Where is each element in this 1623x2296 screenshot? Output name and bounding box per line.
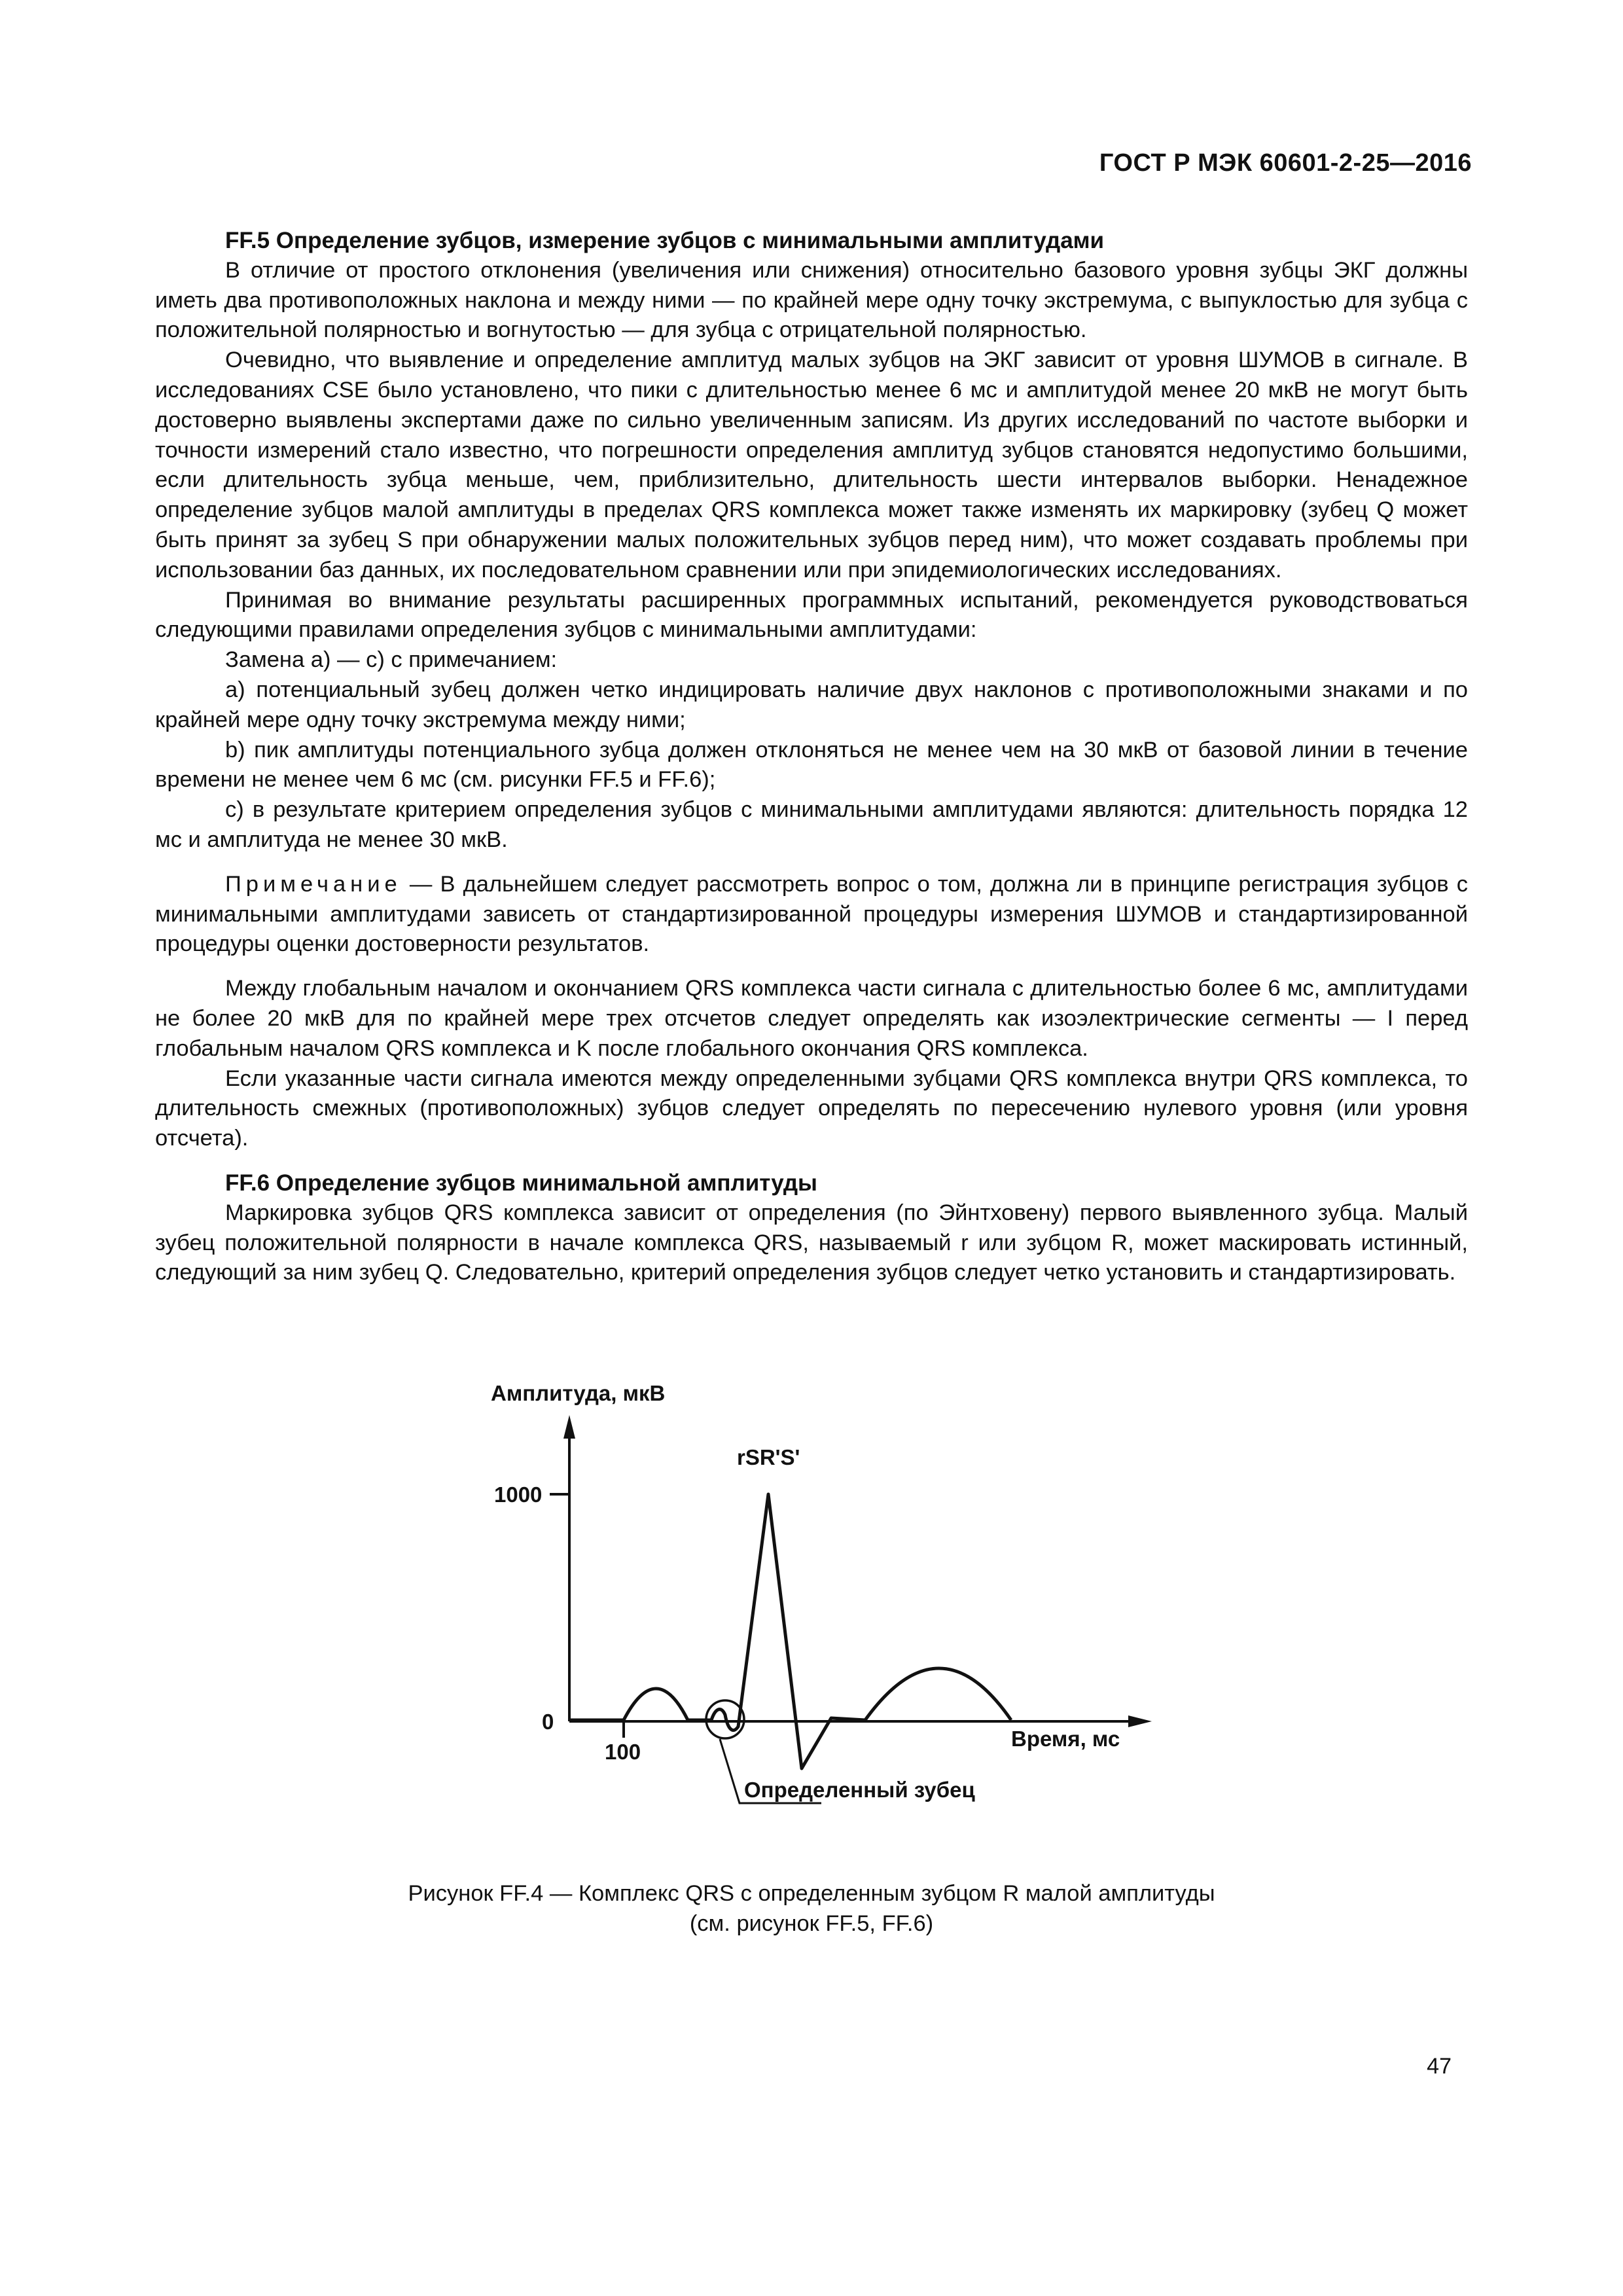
figure-caption-line-1: Рисунок FF.4 — Комплекс QRS с определенным зубцом R малой амплитуды	[408, 1881, 1215, 1906]
y-tick-0-label: 0	[542, 1710, 554, 1734]
x-axis-label: Время, мс	[1011, 1727, 1120, 1751]
list-item-c: c) в результате критерием определения зубцов с минимальными амплитудами являются: длительность порядка 12 мс и амплитуда не менее 30 мкВ.	[155, 797, 1468, 852]
y-axis-arrow	[563, 1415, 575, 1439]
list-item-b: b) пик амплитуды потенциального зубца должен отклоняться не менее чем на 30 мкВ от базовой линии в течение времени не менее чем 6 мс (см. рисунки FF.5 и FF.6);	[155, 737, 1468, 793]
page-number: 47	[1427, 2054, 1452, 2079]
note-paragraph	[155, 870, 1468, 960]
section-ff5-paragraph-4: Замена a) — c) с примечанием:	[225, 647, 558, 673]
section-ff6-paragraph-1: Маркировка зубцов QRS комплекса зависит от определения (по Эйнтховену) первого выявленного зубца. Малый зубец положительной полярности в начале комплекса QRS, называемый r или зубцом R, может маскировать истинный, следующий за ним зубец Q. Следовательно, критерий определения зубцов следует четко установить и стандартизировать.	[155, 1200, 1468, 1285]
qrs-figure	[458, 1368, 1204, 1839]
section-ff5-paragraph-6: Если указанные части сигнала имеются между определенными зубцами QRS комплекса внутри QRS комплекса, то длительность смежных (противоположных) зубцов следует определять по пересечению нулевого уровня (или уровня отсчета).	[155, 1066, 1468, 1151]
section-ff5-paragraph-3: Принимая во внимание результаты расширенных программных испытаний, рекомендуется руководствоваться следующими правилами определения зубцов с минимальными амплитудами:	[155, 587, 1468, 643]
y-tick-1000-label: 1000	[494, 1482, 543, 1507]
ecg-waveform	[569, 1494, 1011, 1768]
section-ff5-paragraph-5: Между глобальным началом и окончанием QRS комплекса части сигнала с длительностью более 6 мс, амплитудами не более 20 мкВ для по крайней мере трех отсчетов следует определять как изоэлектрические сегменты — I перед глобальным началом QRS комплекса и K после глобального окончания QRS комплекса.	[155, 976, 1468, 1061]
note-text: — В дальнейшем следует рассмотреть вопрос о том, должна ли в принципе регистрация зубцов с минимальными амплитудами зависеть от стандартизированной процедуры измерения ШУМОВ и стандартизированной процедуры оценки достоверности результатов.	[155, 871, 1468, 957]
figure-caption-line-2: (см. рисунок FF.5, FF.6)	[689, 1911, 934, 1936]
note-label: Примечание	[225, 871, 402, 897]
list-item-a: a) потенциальный зубец должен четко индицировать наличие двух наклонов с противоположными знаками и по крайней мере одну точку экстремума между ними;	[155, 677, 1468, 732]
figure-caption	[155, 1878, 1468, 1939]
x-tick-100-label: 100	[605, 1740, 641, 1764]
peak-label: rSR'S'	[737, 1445, 800, 1469]
document-standard-header: ГОСТ Р МЭК 60601-2-25—2016	[1099, 149, 1472, 177]
main-text	[155, 226, 1468, 1288]
qrs-diagram	[458, 1368, 1204, 1839]
section-ff5-heading: FF.5 Определение зубцов, измерение зубцов с минимальными амплитудами	[225, 228, 1105, 253]
section-ff5-paragraph-1: В отличие от простого отклонения (увеличения или снижения) относительно базового уровня зубцы ЭКГ должны иметь два противоположных наклона и между ними — по крайней мере одну точку экстремума, с выпуклостью для зубца с положительной полярностью и вогнутостью — для зубца с отрицательной полярностью.	[155, 257, 1468, 343]
y-axis-label: Амплитуда, мкВ	[491, 1381, 666, 1405]
callout-label: Определенный зубец	[744, 1778, 975, 1802]
section-ff5-paragraph-2: Очевидно, что выявление и определение амплитуд малых зубцов на ЭКГ зависит от уровня ШУМОВ в сигнале. В исследованиях CSE было установлено, что пики с длительностью менее 6 мс и амплитудой менее 20 мкВ не могут быть достоверно выявлены экспертами даже по сильно увеличенным записям. Из других исследований по частоте выборки и точности измерений стало известно, что погрешности определения амплитуд зубцов становятся недопустимо большими, если длительность зубца меньше, чем, приблизительно, длительность шести интервалов выборки. Ненадежное определение зубцов малой амплитуды в пределах QRS комплекса может также изменять их маркировку (зубец Q может быть принят за зубец S при обнаружении малых положительных зубцов перед ним), что может создавать проблемы при использовании баз данных, их последовательном сравнении или при эпидемиологических исследованиях.	[155, 348, 1468, 583]
x-axis-arrow	[1128, 1715, 1152, 1727]
section-ff6-heading: FF.6 Определение зубцов минимальной амплитуды	[225, 1170, 817, 1196]
